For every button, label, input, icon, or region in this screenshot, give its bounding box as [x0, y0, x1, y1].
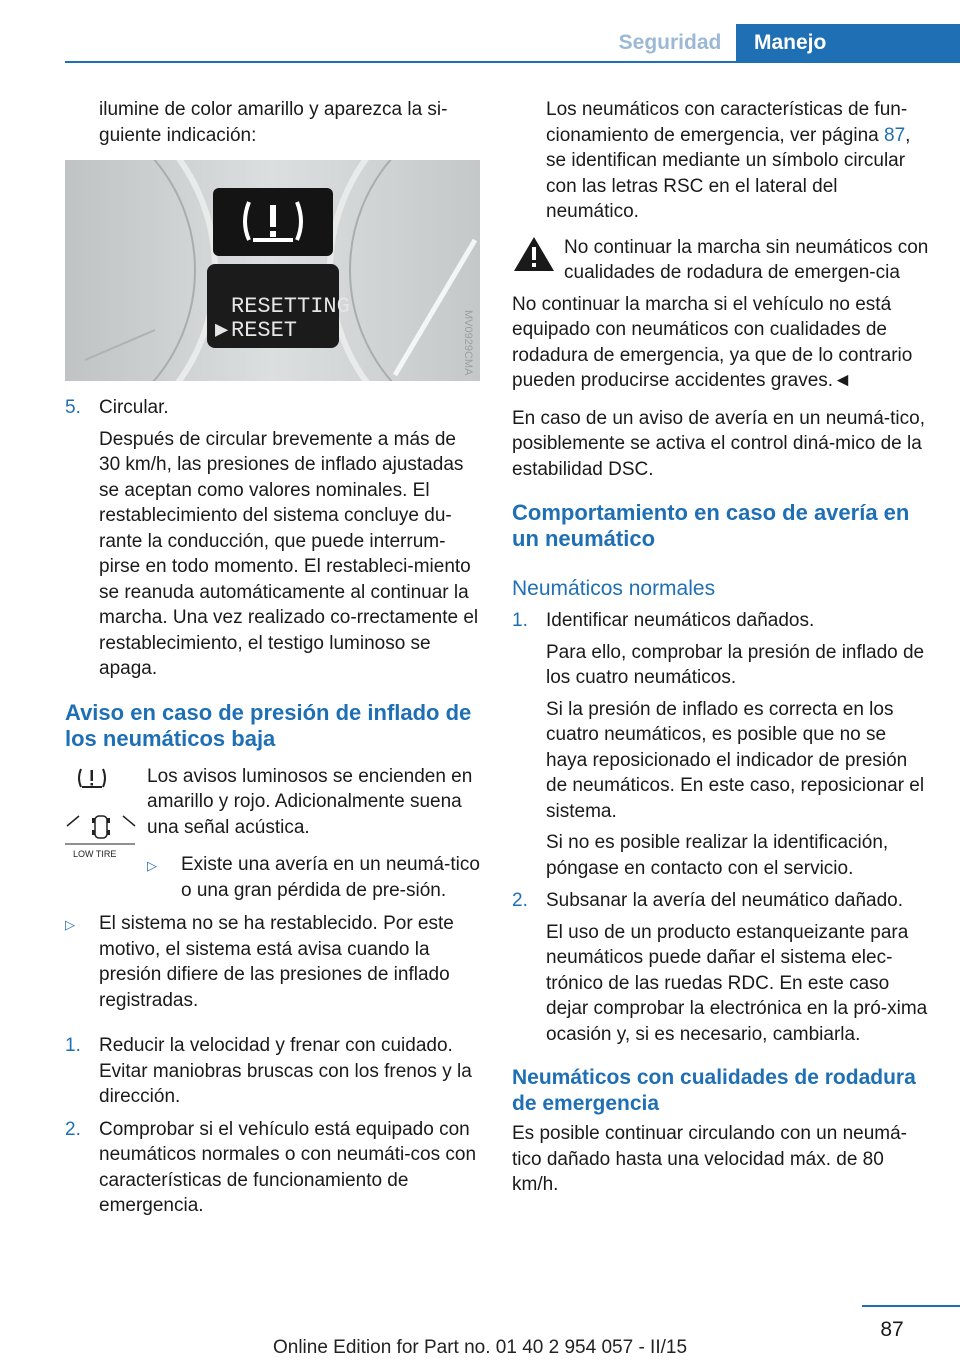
footer-rule: [862, 1305, 960, 1307]
cluster-illustration: [65, 160, 480, 381]
warning-block: [65, 766, 480, 904]
rsc-paragraph: [512, 97, 930, 225]
step-2-number: 2.: [65, 1118, 81, 1140]
instrument-cluster-figure: [65, 160, 480, 381]
step-2-text: Comprobar si el vehículo está equipado con neumáticos normales o con neumáti-cos con características de funcionamiento de emergencia.: [99, 1118, 477, 1216]
rsc-text-a: Los neumáticos con características de fun-cionamiento de emergencia, ver página: [546, 99, 908, 146]
right-step-2-p1: El uso de un producto estanqueizante para neumáticos puede dañar el sistema elec-trónico de las ruedas RDC. En este caso dejar comprobar la electrónica en la pró-xima ocasión y, si es necesario, cambiarla.: [546, 921, 928, 1045]
low-tire-label: LOW TIRE: [73, 848, 117, 859]
figure-line1: RESETTING: [231, 294, 350, 319]
triangle-bullet-icon: ▷: [147, 858, 157, 873]
runflat-paragraph: Es posible continuar circulando con un neumá-tico dañado hasta una velocidad máx. de 80 km/h.: [512, 1123, 908, 1195]
right-step-1-title: Identificar neumáticos dañados.: [546, 610, 815, 631]
triangle-bullet-icon: ▷: [65, 917, 75, 932]
bullet-2: [65, 911, 480, 1013]
caution-body: No continuar la marcha si el vehículo no está equipado con neumáticos con cualidades de rodadura de emergencia, ya que de lo contrario pueden producirse accidentes graves.◄: [512, 293, 913, 391]
right-step-1-p3: Si no es posible realizar la identificación, póngase en contacto con el servicio.: [546, 832, 889, 879]
figure-line2: RESET: [231, 318, 298, 343]
step-1-number: 1.: [65, 1035, 81, 1056]
edition-footer: Online Edition for Part no. 01 40 2 954 057 - II/15: [272, 1337, 688, 1358]
dsc-paragraph: En caso de un aviso de avería en un neumá-tico, posiblemente se activa el control diná-mico de la estabilidad DSC.: [512, 407, 925, 480]
bullet-1: [147, 852, 480, 903]
step-5-body: Después de circular brevemente a más de 30 km/h, las presiones de inflado ajustadas se aceptan como valores nominales. El restablecimiento del sistema concluye du-rante la conducción, que puede interrum-pirse en todo momento. El restableci-miento se reanuda automáticamente al continuar la marcha. Una vez realizado co-rrectamente el restablecimiento, el testigo luminoso se apaga.: [99, 428, 479, 679]
header-rule: [65, 61, 960, 63]
right-column: [512, 97, 930, 1198]
bullet-2-text: El sistema no se ha restablecido. Por este motivo, el sistema está avisa cuando la presión difiere de las presiones de inflado registradas.: [99, 913, 454, 1011]
step-1: [65, 1033, 480, 1110]
right-step-2: [512, 888, 930, 1047]
right-step-2-number: 2.: [512, 890, 528, 911]
intro-text: ilumine de color amarillo y aparezca la si-guiente indicación:: [99, 99, 448, 146]
right-step-1-p2: Si la presión de inflado es correcta en los cuatro neumáticos, es posible que no se haya reposicionado el indicador de presión de neumáticos. En este caso, reposicionar el sistema.: [546, 698, 925, 822]
flat-tire-heading: Comportamiento en caso de avería en un neumático: [512, 500, 910, 551]
normal-tires-subheading: Neumáticos normales: [512, 577, 716, 600]
left-column: [65, 97, 480, 1219]
right-step-1-p1: Para ello, comprobar la presión de inflado de los cuatro neumáticos.: [546, 641, 925, 688]
step-5: [65, 395, 480, 682]
right-step-1-number: 1.: [512, 610, 528, 631]
tab-seguridad[interactable]: Seguridad: [618, 30, 722, 54]
warning-lights-text: Los avisos luminosos se encienden en amarillo y rojo. Adicionalmente suena una señal acústica.: [147, 765, 473, 838]
page-link[interactable]: 87: [884, 124, 906, 146]
rsc-text-b: , se identifican mediante un símbolo circular con las letras RSC en el lateral del neumático.: [546, 124, 911, 222]
tab-manejo[interactable]: Manejo: [736, 24, 960, 61]
runflat-subheading: Neumáticos con cualidades de rodadura de emergencia: [512, 1066, 916, 1115]
warning-lights-icon: [65, 766, 141, 876]
low-tire-icon: [65, 816, 135, 859]
figure-code: MV0929CMA: [462, 310, 474, 376]
step-5-title: Circular.: [99, 397, 169, 418]
tire-warning-icon: [79, 769, 105, 787]
caution-block: [512, 235, 930, 286]
right-step-2-title: Subsanar la avería del neumático dañado.: [546, 890, 904, 911]
step-1-text: Reducir la velocidad y frenar con cuidado. Evitar maniobras bruscas con los frenos y la dirección.: [99, 1035, 472, 1107]
low-pressure-heading: Aviso en caso de presión de inflado de los neumáticos baja: [65, 699, 472, 751]
bullet-1-text: Existe una avería en un neumá-tico o una gran pérdida de pre-sión.: [181, 854, 480, 901]
step-5-number: 5.: [65, 397, 81, 418]
step-2: [65, 1117, 480, 1219]
warning-triangle-icon: [512, 235, 556, 273]
caution-title: No continuar la marcha sin neumáticos con cualidades de rodadura de emergen-cia: [564, 236, 929, 283]
page-number: 87: [880, 1318, 904, 1341]
right-step-1: [512, 608, 930, 881]
svg-text:▶: ▶: [215, 318, 229, 343]
